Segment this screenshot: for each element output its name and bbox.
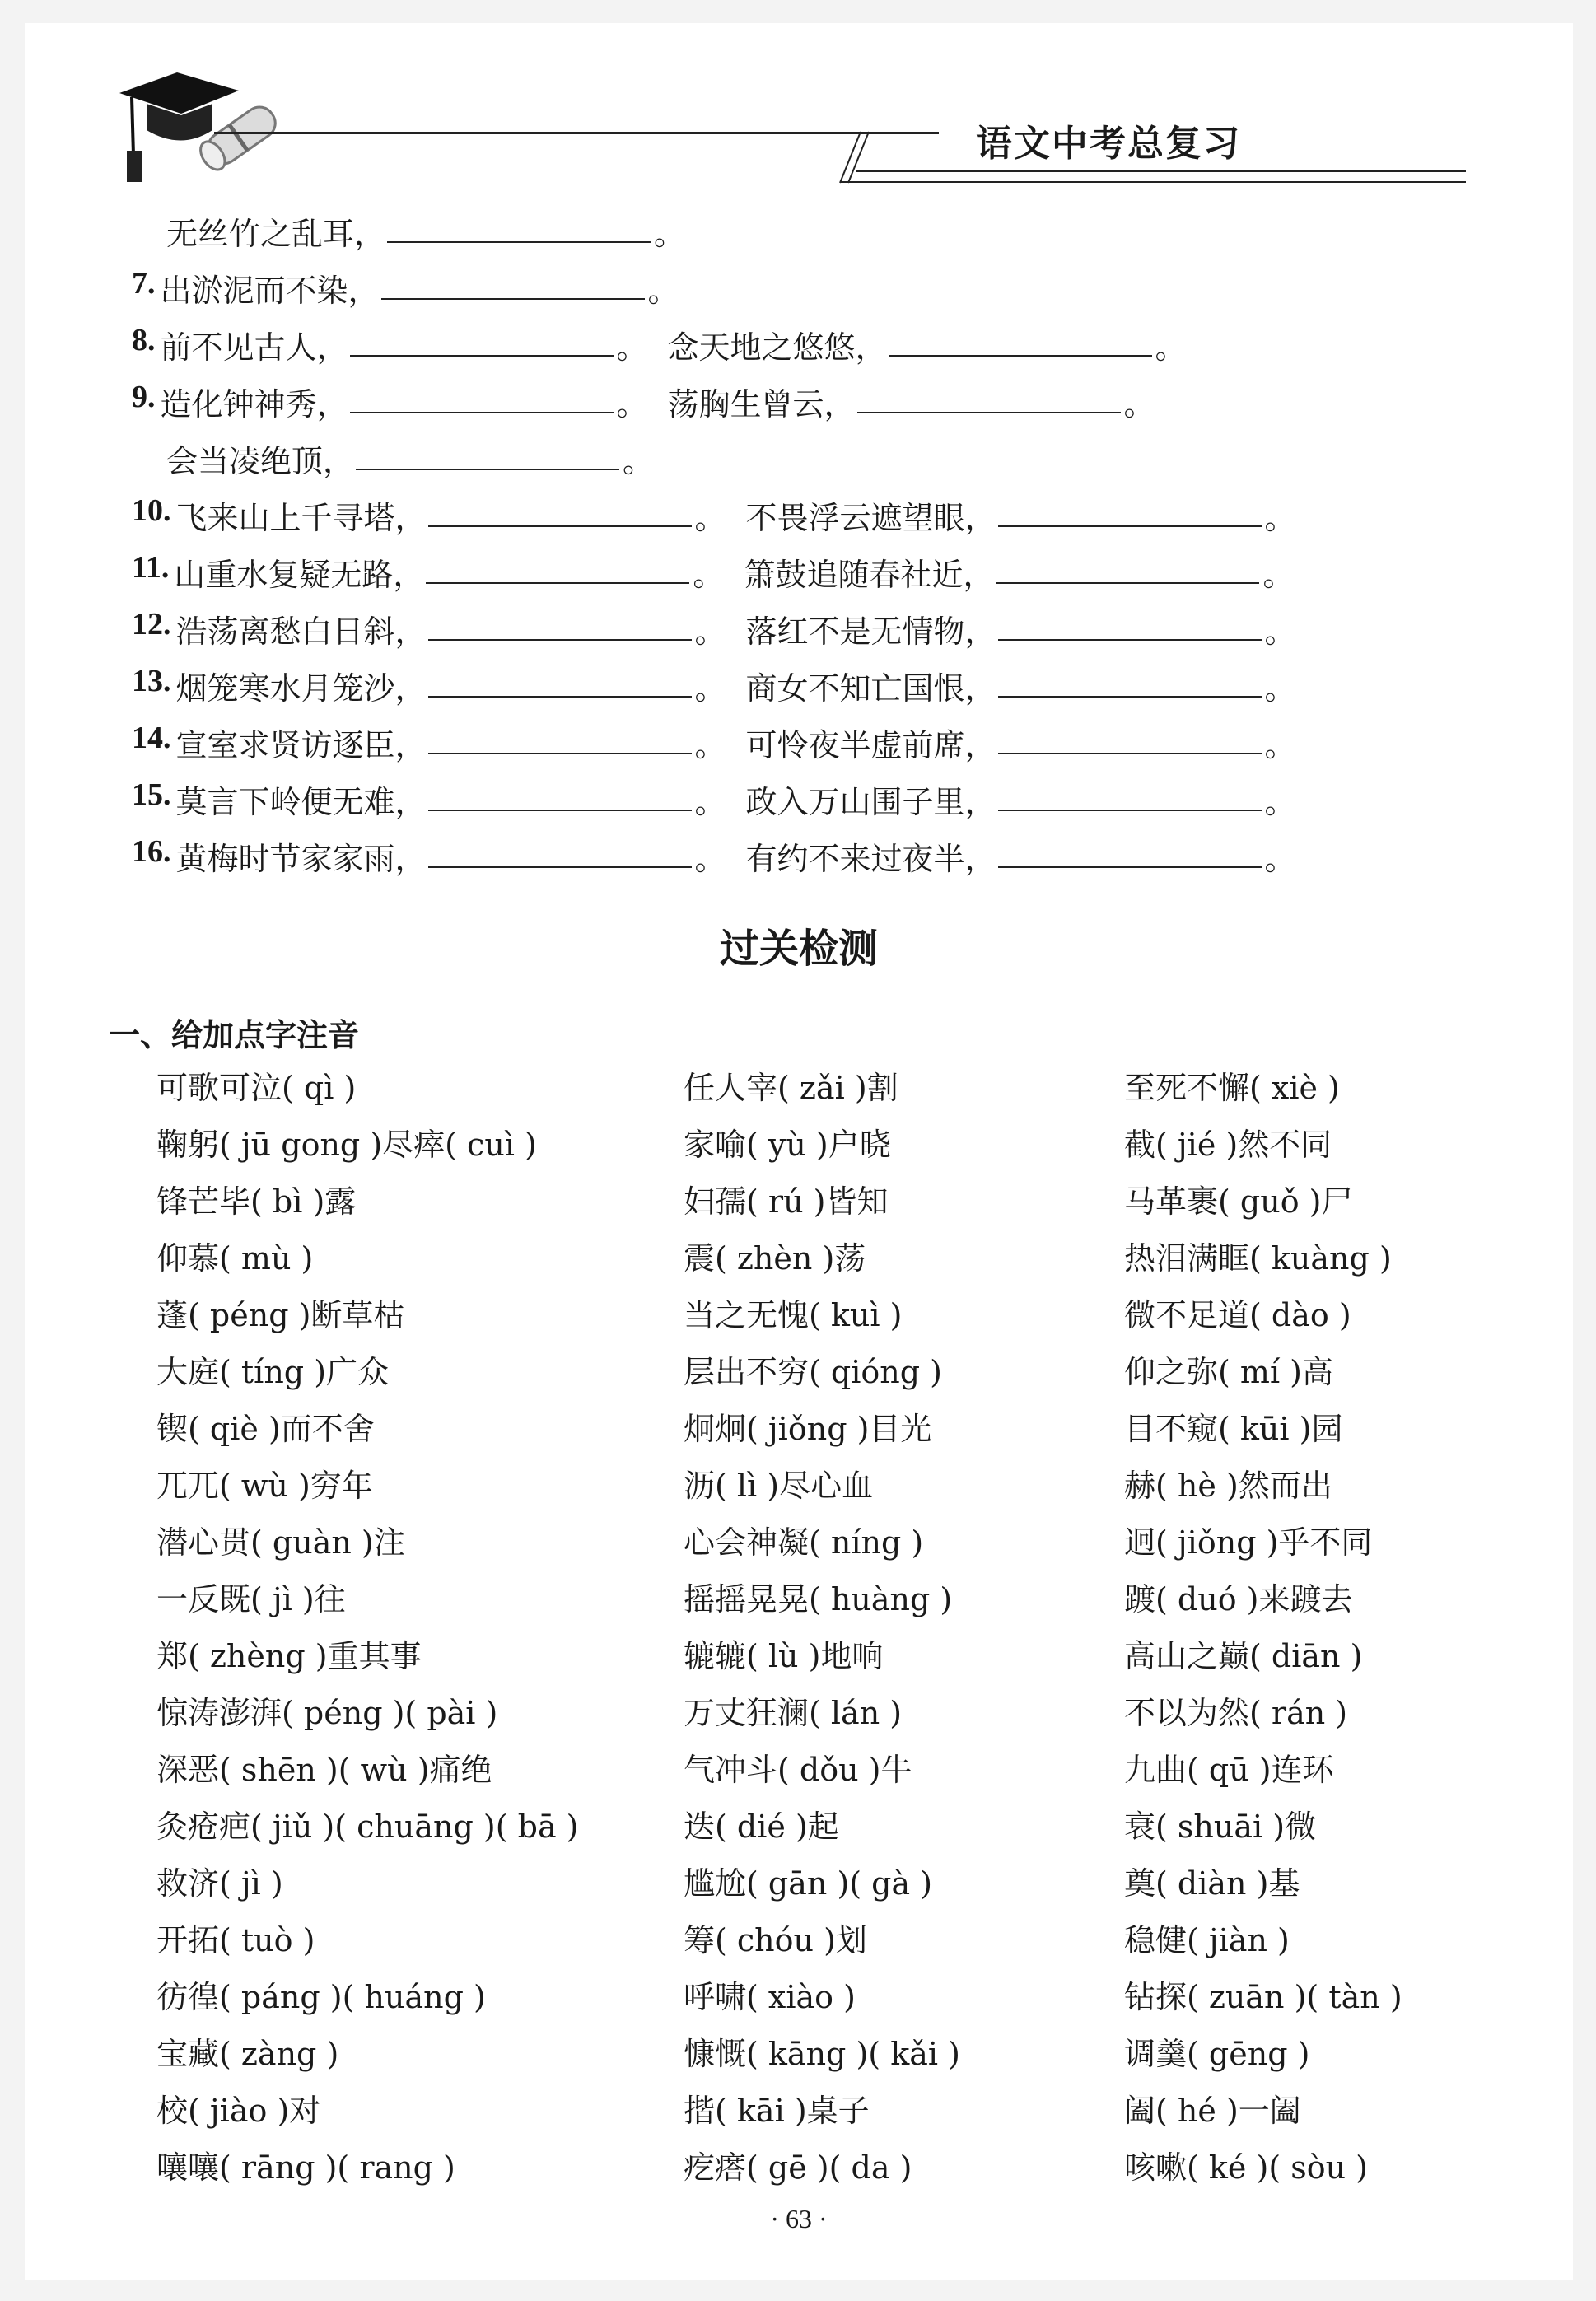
pinyin-item: 辘辘( lù )地响 xyxy=(684,1638,884,1674)
answer-blank[interactable] xyxy=(387,208,651,243)
poem-prompt: 有约不来过夜半， xyxy=(745,841,996,877)
page-header xyxy=(115,72,1466,196)
poem-prompt: 落红不是无情物， xyxy=(745,614,996,650)
pinyin-column-1 xyxy=(156,1062,579,2199)
question-number: 12. xyxy=(132,607,171,642)
pinyin-item: 揩( kāi )桌子 xyxy=(684,2093,870,2129)
poem-prompt: 念天地之悠悠， xyxy=(667,329,887,366)
poem-prompt: 商女不知亡国恨， xyxy=(745,670,996,707)
pinyin-item: 气冲斗( dǒu )牛 xyxy=(684,1752,912,1788)
question-number: 13. xyxy=(132,664,171,698)
answer-blank[interactable] xyxy=(428,720,692,754)
header-rule-bottom xyxy=(840,181,1466,183)
question-number: 16. xyxy=(132,834,171,869)
question-number: 8. xyxy=(132,323,156,357)
answer-blank[interactable] xyxy=(428,663,692,698)
poem-line: 13. 烟笼寒水月笼沙， 。 商女不知亡国恨， 。 xyxy=(132,664,1296,707)
pinyin-item: 微不足道( dào ) xyxy=(1124,1297,1351,1333)
pinyin-item: 仰慕( mù ) xyxy=(156,1240,314,1277)
pinyin-item: 郑( zhèng )重其事 xyxy=(156,1638,422,1674)
pinyin-item: 深恶( shēn )( wù )痛绝 xyxy=(156,1752,492,1788)
poem-line: 8. 前不见古人， 。 念天地之悠悠， 。 xyxy=(132,323,1187,366)
pinyin-column-2 xyxy=(684,1062,960,2199)
pinyin-item: 锋芒毕( bì )露 xyxy=(156,1183,357,1220)
poem-prompt: 可怜夜半虚前席， xyxy=(745,727,996,763)
pinyin-item: 万丈狂澜( lán ) xyxy=(684,1695,903,1731)
pinyin-item: 九曲( qū )连环 xyxy=(1124,1752,1334,1788)
poem-line: 无丝竹之乱耳， 。 xyxy=(132,208,1316,265)
poem-prompt: 不畏浮云遮望眼， xyxy=(745,500,996,536)
pinyin-item: 兀兀( wù )穷年 xyxy=(156,1468,373,1504)
pinyin-item: 钻探( zuān )( tàn ) xyxy=(1124,1979,1402,2015)
page-number: · 63 · xyxy=(770,2204,828,2233)
pinyin-item: 层出不穷( qióng ) xyxy=(684,1354,942,1390)
answer-blank[interactable] xyxy=(998,833,1262,868)
pinyin-item: 阖( hé )一阖 xyxy=(1124,2093,1301,2129)
answer-blank[interactable] xyxy=(996,549,1259,584)
pinyin-item: 筹( chóu )划 xyxy=(684,1922,867,1958)
pinyin-item: 踱( duó )来踱去 xyxy=(1124,1581,1353,1617)
part-title: 一、给加点字注音 xyxy=(109,1017,360,1053)
poem-line: 16. 黄梅时节家家雨， 。 有约不来过夜半， 。 xyxy=(132,834,1296,877)
answer-blank[interactable] xyxy=(428,492,692,527)
poem-fill-list xyxy=(132,208,1316,890)
pinyin-item: 宝藏( zàng ) xyxy=(156,2036,339,2072)
pinyin-item: 任人宰( zǎi )割 xyxy=(684,1070,898,1106)
answer-blank[interactable] xyxy=(889,322,1152,357)
answer-blank[interactable] xyxy=(998,492,1262,527)
poem-line: 9. 造化钟神秀， 。 荡胸生曾云， 。 xyxy=(132,380,1155,422)
pinyin-item: 彷徨( páng )( huáng ) xyxy=(156,1979,486,2015)
poem-prompt: 莫言下岭便无难， xyxy=(175,784,427,820)
pinyin-item: 目不窥( kūi )园 xyxy=(1124,1411,1343,1447)
poem-prompt: 浩荡离愁白日斜， xyxy=(175,614,427,650)
pinyin-item: 校( jiào )对 xyxy=(156,2093,321,2129)
poem-prompt: 会当凌绝顶， xyxy=(166,443,355,479)
pinyin-item: 鞠躬( jū gong )尽瘁( cuì ) xyxy=(156,1127,537,1163)
pinyin-item: 迭( dié )起 xyxy=(684,1809,839,1845)
pinyin-item: 惊涛澎湃( péng )( pài ) xyxy=(156,1695,498,1731)
pinyin-item: 呼啸( xiào ) xyxy=(684,1979,856,2015)
header-slash-decoration xyxy=(824,128,873,186)
question-number: 15. xyxy=(132,777,171,812)
answer-blank[interactable] xyxy=(428,777,692,811)
page xyxy=(25,23,1573,2280)
pinyin-item: 沥( lì )尽心血 xyxy=(684,1468,874,1504)
pinyin-item: 大庭( tíng )广众 xyxy=(156,1354,390,1390)
answer-blank[interactable] xyxy=(350,322,614,357)
answer-blank[interactable] xyxy=(356,436,619,470)
poem-prompt: 宣室求贤访逐臣， xyxy=(175,727,427,763)
pinyin-column-3 xyxy=(1124,1062,1402,2199)
pinyin-item: 锲( qiè )而不舍 xyxy=(156,1411,375,1447)
poem-prompt: 箫鼓追随春社近， xyxy=(744,557,995,593)
pinyin-item: 炯炯( jiǒng )目光 xyxy=(684,1411,932,1447)
poem-prompt: 前不见古人， xyxy=(160,329,348,366)
answer-blank[interactable] xyxy=(428,606,692,641)
poem-line: 14. 宣室求贤访逐臣， 。 可怜夜半虚前席， 。 xyxy=(132,721,1296,763)
poem-line: 7. 出淤泥而不染， 。 xyxy=(132,266,679,309)
poem-line: 10. 飞来山上千寻塔， 。 不畏浮云遮望眼， 。 xyxy=(132,493,1296,536)
question-number: 11. xyxy=(132,550,170,585)
pinyin-item: 潜心贯( guàn )注 xyxy=(156,1524,405,1561)
pinyin-item: 热泪满眶( kuàng ) xyxy=(1124,1240,1392,1277)
poem-line: 15. 莫言下岭便无难， 。 政入万山围子里， 。 xyxy=(132,777,1296,820)
pinyin-item: 妇孺( rú )皆知 xyxy=(684,1183,889,1220)
pinyin-item: 截( jié )然不同 xyxy=(1124,1127,1332,1163)
poem-line: 会当凌绝顶， 。 xyxy=(132,436,1316,492)
poem-prompt: 政入万山围子里， xyxy=(745,784,996,820)
pinyin-item: 灸疮疤( jiǔ )( chuāng )( bā ) xyxy=(156,1809,579,1845)
poem-prompt: 烟笼寒水月笼沙， xyxy=(175,670,427,707)
poem-prompt: 无丝竹之乱耳， xyxy=(166,216,386,252)
graduation-cap-icon xyxy=(115,72,280,196)
pinyin-item: 救济( jì ) xyxy=(156,1865,283,1902)
pinyin-item: 疙瘩( gē )( da ) xyxy=(684,2149,912,2186)
pinyin-item: 慷慨( kāng )( kǎi ) xyxy=(684,2036,960,2072)
answer-blank[interactable] xyxy=(857,379,1121,413)
answer-blank[interactable] xyxy=(350,379,614,413)
poem-prompt: 黄梅时节家家雨， xyxy=(175,841,427,877)
question-number: 7. xyxy=(132,266,156,301)
answer-blank[interactable] xyxy=(381,265,645,300)
pinyin-item: 心会神凝( níng ) xyxy=(684,1524,924,1561)
poem-prompt: 飞来山上千寻塔， xyxy=(175,500,427,536)
pinyin-item: 家喻( yù )户晓 xyxy=(684,1127,891,1163)
answer-blank[interactable] xyxy=(998,720,1262,754)
pinyin-item: 衰( shuāi )微 xyxy=(1124,1809,1317,1845)
pinyin-item: 至死不懈( xiè ) xyxy=(1124,1070,1340,1106)
poem-prompt: 造化钟神秀， xyxy=(160,386,348,422)
poem-prompt: 山重水复疑无路， xyxy=(174,557,425,593)
pinyin-item: 一反既( jì )往 xyxy=(156,1581,346,1617)
header-rule-mid xyxy=(856,170,1466,172)
answer-blank[interactable] xyxy=(426,549,689,584)
header-title: 语文中考总复习 xyxy=(976,123,1241,165)
poem-prompt: 荡胸生曾云， xyxy=(667,386,856,422)
question-number: 10. xyxy=(132,493,171,528)
pinyin-item: 当之无愧( kuì ) xyxy=(684,1297,903,1333)
pinyin-item: 奠( diàn )基 xyxy=(1124,1865,1300,1902)
pinyin-item: 咳嗽( ké )( sòu ) xyxy=(1124,2149,1368,2186)
pinyin-item: 震( zhèn )荡 xyxy=(684,1240,866,1277)
pinyin-item: 仰之弥( mí )高 xyxy=(1124,1354,1333,1390)
pinyin-item: 稳健( jiàn ) xyxy=(1124,1922,1290,1958)
poem-prompt: 出淤泥而不染， xyxy=(160,273,380,309)
pinyin-item: 摇摇晃晃( huàng ) xyxy=(684,1581,953,1617)
question-number: 14. xyxy=(132,721,171,755)
pinyin-item: 调羹( gēng ) xyxy=(1124,2036,1310,2072)
answer-blank[interactable] xyxy=(998,606,1262,641)
pinyin-item: 嚷嚷( rāng )( rang ) xyxy=(156,2149,455,2186)
pinyin-item: 蓬( péng )断草枯 xyxy=(156,1297,405,1333)
section-title: 过关检测 xyxy=(719,926,878,972)
pinyin-item: 不以为然( rán ) xyxy=(1124,1695,1348,1731)
pinyin-item: 可歌可泣( qì ) xyxy=(156,1070,357,1106)
poem-line: 12. 浩荡离愁白日斜， 。 落红不是无情物， 。 xyxy=(132,607,1296,650)
pinyin-item: 马革裹( guǒ )尸 xyxy=(1124,1183,1353,1220)
answer-blank[interactable] xyxy=(998,777,1262,811)
pinyin-item: 开拓( tuò ) xyxy=(156,1922,315,1958)
answer-blank[interactable] xyxy=(998,663,1262,698)
pinyin-item: 赫( hè )然而出 xyxy=(1124,1468,1332,1504)
question-number: 9. xyxy=(132,380,156,414)
pinyin-item: 高山之巅( diān ) xyxy=(1124,1638,1363,1674)
pinyin-item: 尴尬( gān )( gà ) xyxy=(684,1865,933,1902)
poem-line: 11. 山重水复疑无路， 。 箫鼓追随春社近， 。 xyxy=(132,550,1295,593)
answer-blank[interactable] xyxy=(428,833,692,868)
pinyin-item: 迥( jiǒng )乎不同 xyxy=(1124,1524,1373,1561)
